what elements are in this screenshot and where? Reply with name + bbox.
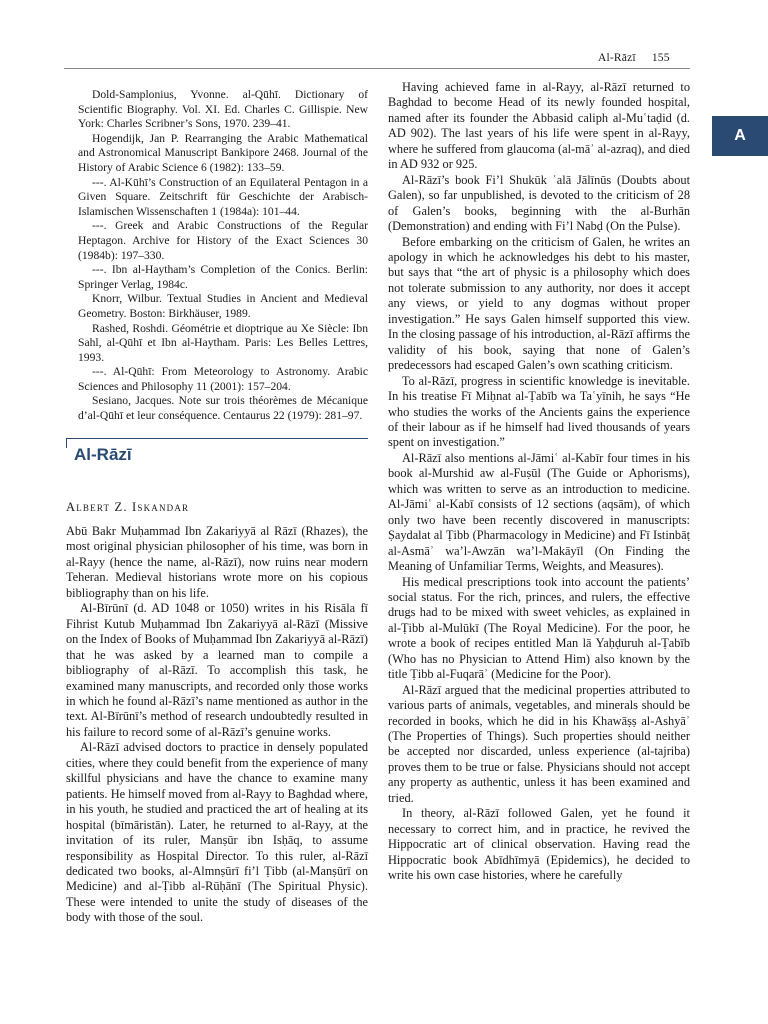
reference-item: ---. Al-Qūhī: From Meteorology to Astronomy. Arabic Sciences and Philosophy 11 (2001): 157–204. — [78, 365, 368, 393]
paragraph: Al-Rāzī advised doctors to practice in densely populated cities, where they could benefit from the experience of many skillful physicians and have the chance to examine many patients. He himself moved from al-Rayy to Baghdad where, in his youth, he studied and practiced the art of healing at its hospital (bīmāristān). Later, he returned to al-Rayy, at the invitation of its ruler, Manṣūr ibn Isḥāq, to assume responsibility as Hospital Director. To this ruler, al-Rāzī dedicated two books, al-Almnṣūrī fi’l Ṭibb (al-Manṣūrī on Medicine) and al-Ṭibb al-Rūḥānī (The Spiritual Physic). These were intended to unite the study of diseases of the body with those of the soul. — [66, 740, 368, 925]
paragraph: Al-Rāzī argued that the medicinal properties attributed to various parts of animals, vegetables, and minerals should be recorded in books, which he did in his Khawāṣṣ al-Ashyāʾ (The Properties of Things). Such properties should neither be accepted nor discarded, unless experience (al-tajriba) proves them to be true or false. Physicians should not accept any property as authentic, unless it has been examined and tried. — [388, 682, 690, 805]
reference-item: Rashed, Roshdi. Géométrie et dioptrique au Xe Siècle: Ibn Sahl, al-Qūhī et Ibn al-Haytham. Paris: Les Belles Lettres, 1993. — [78, 321, 368, 364]
right-column-body — [388, 80, 690, 884]
section-title: Al-Rāzī — [74, 445, 132, 464]
page-number: 155 — [651, 52, 670, 64]
paragraph: Al-Bīrūnī (d. AD 1048 or 1050) writes in his Risāla fī Fihrist Kutub Muḥammad Ibn Zakariyyā al-Rāzī (Missive on the Index of Books of Muḥammad Ibn Zakariyyā al-Rāzī) that he was asked by a learned man to compile a bibliography of al-Rāzī. To accomplish this task, he examined many manuscripts, and recorded only those works in which he found al-Rāzī’s name mentioned as author in the text. Al-Bīrūnī’s method of research undoubtedly resulted in his failure to record some of al-Rāzī’s genuine works. — [66, 601, 368, 739]
reference-item: Knorr, Wilbur. Textual Studies in Ancient and Medieval Geometry. Boston: Birkhäuser, 1989. — [78, 292, 368, 320]
references-list — [66, 88, 368, 424]
paragraph: Abū Bakr Muḥammad Ibn Zakariyyā al Rāzī (Rhazes), the most original physician philosopher of his time, was born in al-Rayy (hence the name, al-Rāzī), now ruins near modern Teheran. Medieval historians wrote more on his copious bibliography than on his life. — [66, 524, 368, 600]
paragraph: Al-Rāzī also mentions al-Jāmiʿ al-Kabīr four times in his book al-Murshid aw al-Fuṣūl (The Guide or Aphorisms), which was written to serve as an introduction to medicine. Al-Jāmiʿ al-Kabī consists of 12 sections (aqsām), of which only two have been recently discovered in manuscripts: Ṣaydalat al Ṭibb (Pharmacology in Medicine) and Fī Istinbāṭ al-Asmāʾ wa’l-Awzān wa’l-Makāyīl (On Finding the Meaning of Unfamiliar Terms, Weights, and Measures). — [388, 450, 690, 574]
section-rule-tick — [66, 438, 67, 448]
reference-item: ---. Greek and Arabic Constructions of the Regular Heptagon. Archive for History of the Exact Sciences 30 (1984b): 197–330. — [78, 219, 368, 262]
running-header — [598, 52, 670, 64]
reference-item: Hogendijk, Jan P. Rearranging the Arabic Mathematical and Astronomical Manuscript Bankipore 2468. Journal of the History of Arabic Science 6 (1982): 133–59. — [78, 131, 368, 174]
reference-item: Dold-Samplonius, Yvonne. al-Qūhī. Dictionary of Scientific Biography. Vol. XI. Ed. Charles C. Gillispie. New York: Charles Scribner’s Sons, 1970. 239–41. — [78, 88, 368, 131]
running-header-title: Al-Rāzī — [598, 52, 636, 64]
paragraph: Having achieved fame in al-Rayy, al-Rāzī returned to Baghdad to become Head of its newly founded hospital, named after its founder the Abbasid caliph al-Muʿtaḍid (d. AD 902). The last years of his life were spent in al-Rayy, where he suffered from glaucoma (al-māʾ al-azraq), and died in AD 932 or 925. — [388, 80, 690, 172]
author-name: Albert Z. Iskandar — [66, 500, 190, 514]
paragraph: Before embarking on the criticism of Galen, he writes an apology in which he acknowledges his debt to his master, but says that “the art of physic is a philosophy which does not tolerate submission to any authority, nor does it accept any views, or yield to any dogmas without proper investigation.” He says Galen himself supported this view. In the closing passage of his introduction, al-Rāzī affirms the validity of his book, saying that none of Galen’s predecessors had escaped Galen’s own scathing criticism. — [388, 234, 690, 373]
paragraph: In theory, al-Rāzī followed Galen, yet he found it necessary to correct him, and in practice, he revived the Hippocratic art of clinical observation. Having read the Hippocratic book Abīdhīmyā (Epidemics), he decided to write his own case histories, where he carefully — [388, 806, 690, 883]
paragraph: Al-Rāzī’s book Fi’l Shukūk ʿalā Jālīnūs (Doubts about Galen), so far unpublished, is devoted to the criticism of 28 of Galen’s books, beginning with the al-Burhān (Demonstration) and ending with Fi’l Nabḍ (On the Pulse). — [388, 172, 690, 234]
section-rule — [66, 438, 368, 439]
left-column-body — [66, 524, 368, 926]
paragraph: His medical prescriptions took into account the patients’ social status. For the rich, princes, and rulers, the effective drugs had to be mixed with sweet vehicles, as explained in al-Ṭibb al-Mulūkī (The Royal Medicine). For the poor, he wrote a book of recipes entitled Man lā Yaḥḍuruh al-Ṭabīb (Who has no Physician to Attend Him) also known by the title Ṭibb al-Fuqarāʾ (Medicine for the Poor). — [388, 574, 690, 682]
header-rule — [64, 68, 690, 69]
reference-item: ---. Ibn al-Haytham’s Completion of the Conics. Berlin: Springer Verlag, 1984c. — [78, 263, 368, 291]
reference-item: ---. Al-Kūhī’s Construction of an Equilateral Pentagon in a Given Square. Zeitschrift für Geschichte der Arabisch-Islamischen Wissenschaften 1 (1984a): 101–44. — [78, 175, 368, 218]
reference-item: Sesiano, Jacques. Note sur trois théorèmes de Mécanique d’al-Qūhī et leur conséquence. Centaurus 22 (1979): 281–97. — [78, 394, 368, 423]
section-tab-letter: A — [712, 116, 768, 156]
paragraph: To al-Rāzī, progress in scientific knowledge is inevitable. In his treatise Fī Miḥnat al-Ṭabīb wa Taʿyīnih, he says “He who studies the works of the Ancients gains the experience of their labour as if he himself had lived thousands of years spent on investigation.” — [388, 373, 690, 450]
